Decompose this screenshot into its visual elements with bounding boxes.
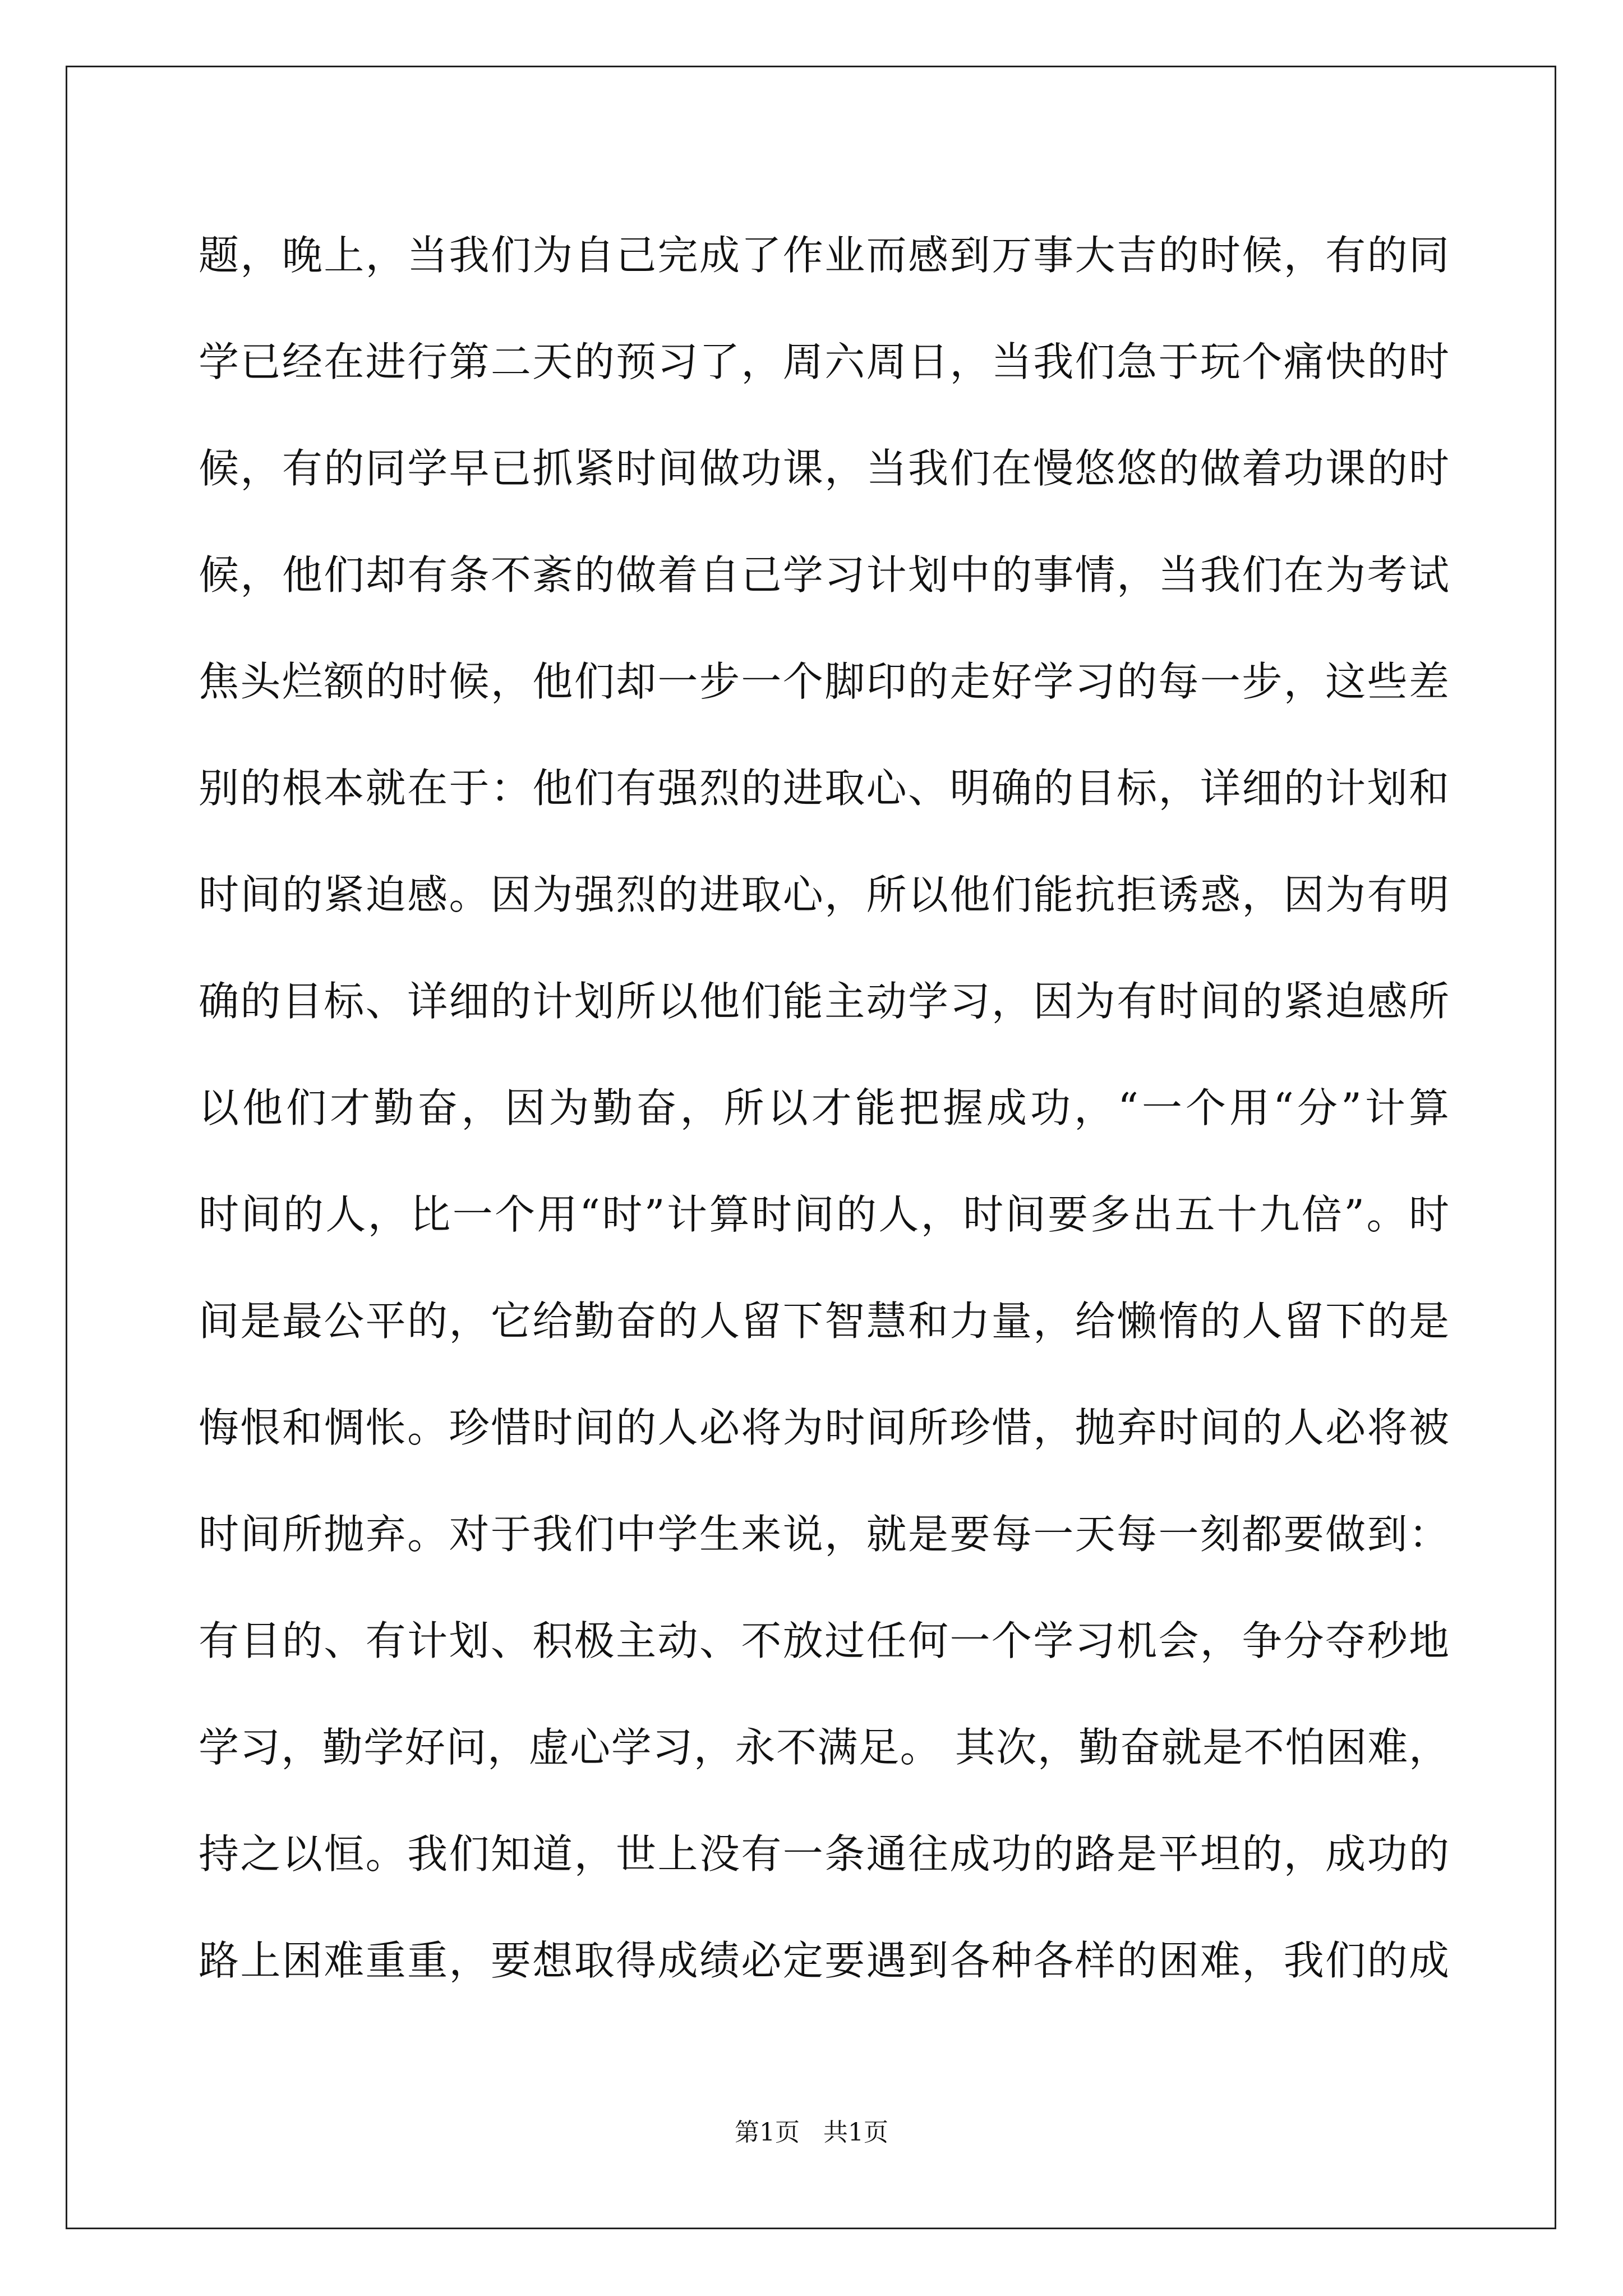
document-body	[199, 219, 1449, 2031]
text-line: 时间所抛弃。对于我们中学生来说，就是要每一天每一刻都要做到：	[199, 1511, 1449, 1558]
text-line: 时间的人，比一个用“时”计算时间的人，时间要多出五十九倍”。时	[199, 1191, 1449, 1238]
text-line: 候，他们却有条不紊的做着自己学习计划中的事情，当我们在为考试	[199, 551, 1449, 599]
page-footer: 第1页 共1页	[735, 2118, 888, 2147]
text-line: 以他们才勤奋，因为勤奋，所以才能把握成功，“一个用“分”计算	[199, 1084, 1449, 1131]
text-line: 别的根本就在于：他们有强烈的进取心、明确的目标，详细的计划和	[199, 765, 1449, 812]
text-line: 学习，勤学好问，虚心学习，永不满足。 其次，勤奋就是不怕困难，	[199, 1724, 1449, 1771]
text-line: 间是最公平的，它给勤奋的人留下智慧和力量，给懒惰的人留下的是	[199, 1297, 1449, 1345]
text-line: 学已经在进行第二天的预习了，周六周日，当我们急于玩个痛快的时	[199, 338, 1449, 385]
text-line: 确的目标、详细的计划所以他们能主动学习，因为有时间的紧迫感所	[199, 978, 1449, 1025]
text-line: 候，有的同学早已抓紧时间做功课，当我们在慢悠悠的做着功课的时	[199, 445, 1449, 492]
text-line: 持之以恒。我们知道，世上没有一条通往成功的路是平坦的，成功的	[199, 1830, 1449, 1878]
text-line: 题，晚上，当我们为自己完成了作业而感到万事大吉的时候，有的同	[199, 232, 1449, 279]
text-line: 路上困难重重，要想取得成绩必定要遇到各种各样的困难，我们的成	[199, 1937, 1449, 1984]
text-line: 悔恨和惆怅。珍惜时间的人必将为时间所珍惜，抛弃时间的人必将被	[199, 1404, 1449, 1451]
text-line: 有目的、有计划、积极主动、不放过任何一个学习机会，争分夺秒地	[199, 1617, 1449, 1664]
text-line: 时间的紧迫感。因为强烈的进取心，所以他们能抗拒诱惑，因为有明	[199, 871, 1449, 918]
text-line: 焦头烂额的时候，他们却一步一个脚印的走好学习的每一步，这些差	[199, 658, 1449, 705]
